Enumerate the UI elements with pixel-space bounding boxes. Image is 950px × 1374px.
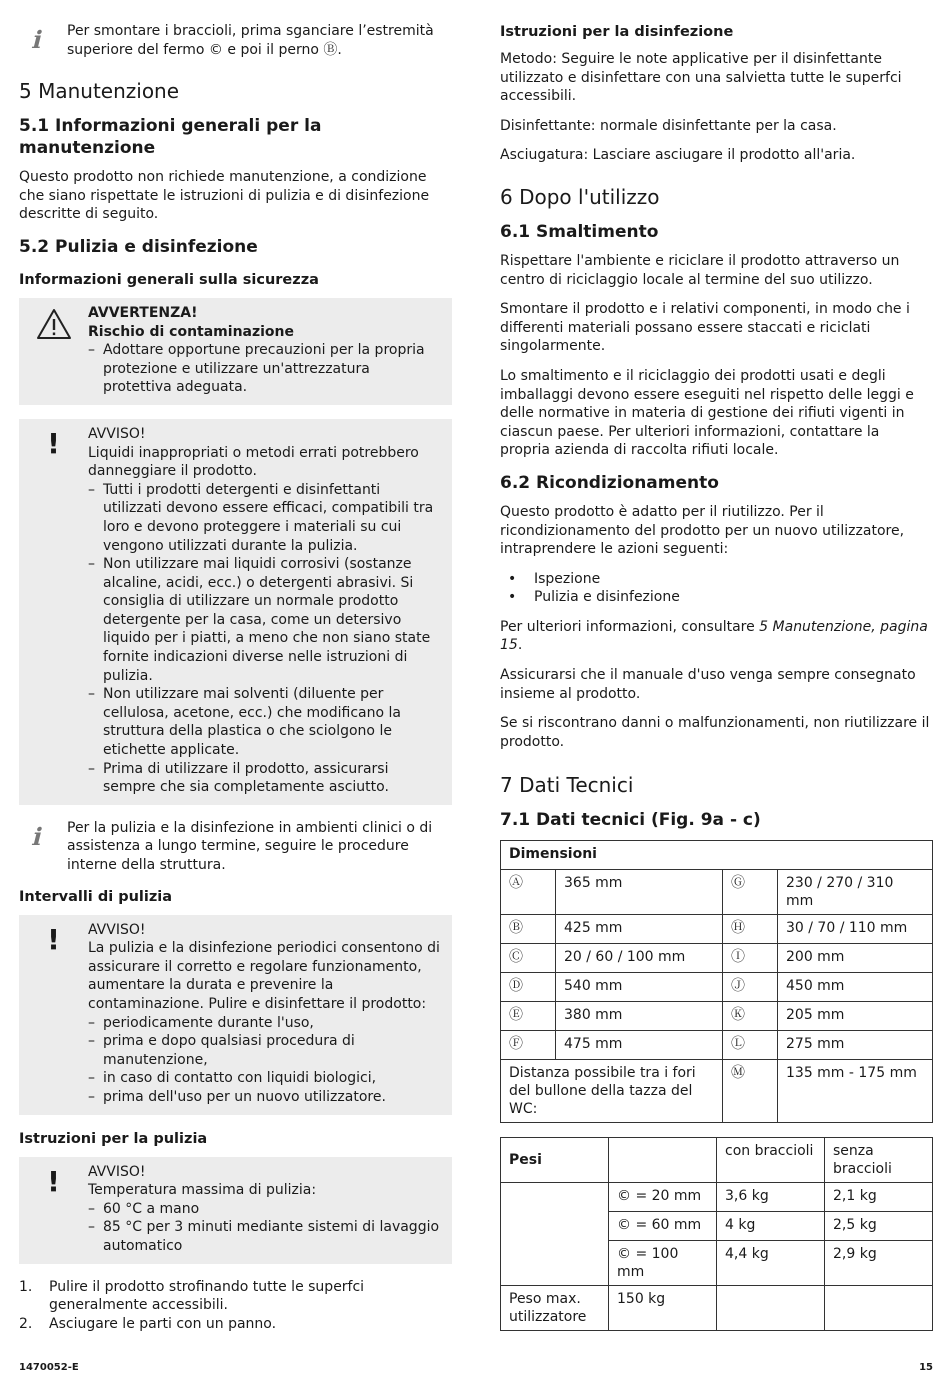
heading-5-1: 5.1 Informazioni generali per la manutenzione — [19, 116, 322, 159]
paragraph: Disinfettante: normale disinfettante per la casa. — [500, 117, 837, 134]
notice-title: AVVISO! — [88, 1163, 146, 1180]
list-item: – prima e dopo qualsiasi procedura di manutenzione, — [88, 1033, 355, 1068]
bullet-list — [500, 570, 933, 607]
dimensions-table — [500, 840, 933, 1123]
notice-box — [19, 915, 452, 1115]
paragraph: Assicurarsi che il manuale d'uso venga sempre consegnato insieme al prodotto. — [500, 667, 916, 702]
step-item: 1. Pulire il prodotto strofinando tutte le superfci generalmente accessibili. — [19, 1278, 365, 1314]
warning-triangle-icon — [19, 304, 88, 397]
info-icon: ℹ — [31, 822, 41, 851]
table-row: Ⓐ 365 mm Ⓖ 230 / 270 / 310 mm — [501, 870, 933, 915]
warning-subtitle: Rischio di contaminazione — [88, 323, 295, 340]
list-item: • Ispezione — [508, 570, 601, 587]
heading-6: 6 Dopo l'utilizzo — [500, 184, 660, 209]
steps-list — [19, 1278, 452, 1334]
notice-box — [19, 1157, 452, 1264]
info-note — [19, 22, 452, 59]
info-note-text: Per smontare i braccioli, prima sganciare l’estremità superiore del fermo © e poi il perno Ⓑ. — [67, 23, 434, 58]
heading-safety: Informazioni generali sulla sicurezza — [19, 271, 319, 288]
notice-box — [19, 419, 452, 805]
heading-7-1: 7.1 Dati tecnici (Fig. 9a - c) — [500, 810, 761, 831]
paragraph: Se si riscontrano danni o malfunzionamenti, non riutilizzare il prodotto. — [500, 715, 930, 750]
table-row: © = 60 mm 4 kg 2,5 kg — [501, 1212, 933, 1241]
info-icon: ℹ — [31, 26, 41, 54]
heading-disinfection: Istruzioni per la disinfezione — [500, 24, 734, 40]
paragraph: Questo prodotto è adatto per il riutilizzo. Per il ricondizionamento del prodotto per un nuovo utilizzatore, intraprendere le azioni seguenti: — [500, 503, 905, 558]
exclamation-icon: ! — [47, 922, 60, 956]
paragraph: Per ulteriori informazioni, consultare 5 Manutenzione, pagina 15. — [500, 618, 928, 654]
dimensions-header: Dimensioni — [501, 841, 933, 870]
table-row: Ⓒ 20 / 60 / 100 mm Ⓘ 200 mm — [501, 944, 933, 973]
notice-text: Temperatura massima di pulizia: — [88, 1182, 317, 1199]
exclamation-icon: ! — [47, 426, 60, 460]
cross-reference-link[interactable]: 5 Manutenzione, pagina 15 — [500, 618, 928, 654]
table-row: Peso max. utilizzatore 150 kg — [501, 1286, 933, 1331]
heading-6-1: 6.1 Smaltimento — [500, 221, 659, 242]
list-item: – prima dell'uso per un nuovo utilizzatore. — [88, 1088, 386, 1105]
table-row: Ⓔ 380 mm Ⓚ 205 mm — [501, 1002, 933, 1031]
list-item: – periodicamente durante l'uso, — [88, 1014, 314, 1031]
paragraph: Metodo: Seguire le note applicative per il disinfettante utilizzato e disinfettare con una salvietta tutte le superfci accessibili. — [500, 51, 902, 105]
notice-text: Liquidi inappropriati o metodi errati potrebbero danneggiare il prodotto. — [88, 444, 419, 480]
heading-instructions: Istruzioni per la pulizia — [19, 1130, 208, 1147]
warning-box — [19, 298, 452, 405]
paragraph: Smontare il prodotto e i relativi componenti, in modo che i differenti materiali possano essere staccati e riciclati singolarmente. — [500, 301, 910, 355]
table-row: Ⓑ 425 mm Ⓗ 30 / 70 / 110 mm — [501, 915, 933, 944]
left-column — [19, 22, 452, 1333]
paragraph: Rispettare l'ambiente e riciclare il prodotto attraverso un centro di riciclaggio locale al termine del suo utilizzo. — [500, 252, 900, 288]
paragraph: Questo prodotto non richiede manutenzione, a condizione che siano rispettate le istruzioni di pulizia e di disinfezione descritte di seguito. — [19, 169, 430, 223]
table-row: © = 20 mm 3,6 kg 2,1 kg — [501, 1183, 933, 1212]
list-item: – Adottare opportune precauzioni per la propria protezione e utilizzare un'attrezzatura protettiva adeguata. — [88, 342, 425, 396]
list-item: – Non utilizzare mai solventi (diluente per cellulosa, acetone, ecc.) che modificano la struttura della plastica o che sciolgono le etichette applicate. — [88, 686, 401, 759]
weights-header: Pesi — [501, 1138, 609, 1183]
notice-title: AVVISO! — [88, 425, 146, 442]
list-item: – in caso di contatto con liquidi biologici, — [88, 1070, 377, 1087]
info-note-text: Per la pulizia e la disinfezione in ambienti clinici o di assistenza a lungo termine, seguire le procedure interne della struttura. — [67, 819, 433, 873]
table-row: Pesi con braccioli senza braccioli — [501, 1138, 933, 1183]
list-item: – Tutti i prodotti detergenti e disinfettanti utilizzati devono essere efficaci, compatibili tra loro e devono proteggere i materiali su cui vengono utilizzati durante la pulizia. — [88, 481, 434, 554]
paragraph: Lo smaltimento e il riciclaggio dei prodotti usati e degli imballaggi devono essere eseguiti nel rispetto delle leggi e delle normative in materia di gestione dei rifiuti vigenti in ciascun paese. Per ulteriori informazioni, contattare la propria azienda di raccolta rifiuti locale. — [500, 367, 914, 459]
list-item: – Non utilizzare mai liquidi corrosivi (sostanze alcaline, acidi, ecc.) o detergenti abrasivi. Si consiglia di utilizzare un normale prodotto detergente per la casa, come un detersivo liquido per i piatti, a meno che non siano state fornite indicazioni diverse nelle istruzioni di pulizia. — [88, 556, 431, 684]
table-row: © = 100 mm 4,4 kg 2,9 kg — [501, 1241, 933, 1286]
weights-table — [500, 1137, 933, 1331]
heading-6-2: 6.2 Ricondizionamento — [500, 472, 719, 493]
heading-5-2: 5.2 Pulizia e disinfezione — [19, 236, 258, 257]
info-note — [19, 819, 452, 875]
table-row: Ⓓ 540 mm Ⓙ 450 mm — [501, 973, 933, 1002]
page-number: 15 — [919, 1362, 933, 1373]
table-row: Ⓕ 475 mm Ⓛ 275 mm — [501, 1031, 933, 1060]
notice-text: La pulizia e la disinfezione periodici consentono di assicurare il corretto e regolare funzionamento, aumentare la durata e prevenire la contaminazione. Pulire e disinfettare il prodotto: — [88, 940, 440, 1012]
list-item: – 85 °C per 3 minuti mediante sistemi di lavaggio automatico — [88, 1219, 440, 1254]
list-item: • Pulizia e disinfezione — [508, 589, 680, 606]
heading-intervals: Intervalli di pulizia — [19, 888, 173, 905]
list-item: – 60 °C a mano — [88, 1200, 200, 1217]
list-item: – Prima di utilizzare il prodotto, assicurarsi sempre che sia completamente asciutto. — [88, 760, 389, 796]
paragraph: Asciugatura: Lasciare asciugare il prodotto all'aria. — [500, 147, 856, 164]
table-row: Distanza possibile tra i fori del bullone della tazza del WC: Ⓜ 135 mm - 175 mm — [501, 1060, 933, 1123]
step-item: 2. Asciugare le parti con un panno. — [19, 1315, 277, 1332]
doc-code: 1470052-E — [19, 1362, 79, 1373]
right-column — [500, 22, 933, 1331]
notice-title: AVVISO! — [88, 921, 146, 938]
exclamation-icon: ! — [47, 1164, 60, 1198]
heading-7: 7 Dati Tecnici — [500, 773, 634, 798]
warning-title: AVVERTENZA! — [88, 304, 198, 321]
heading-5: 5 Manutenzione — [19, 79, 180, 104]
